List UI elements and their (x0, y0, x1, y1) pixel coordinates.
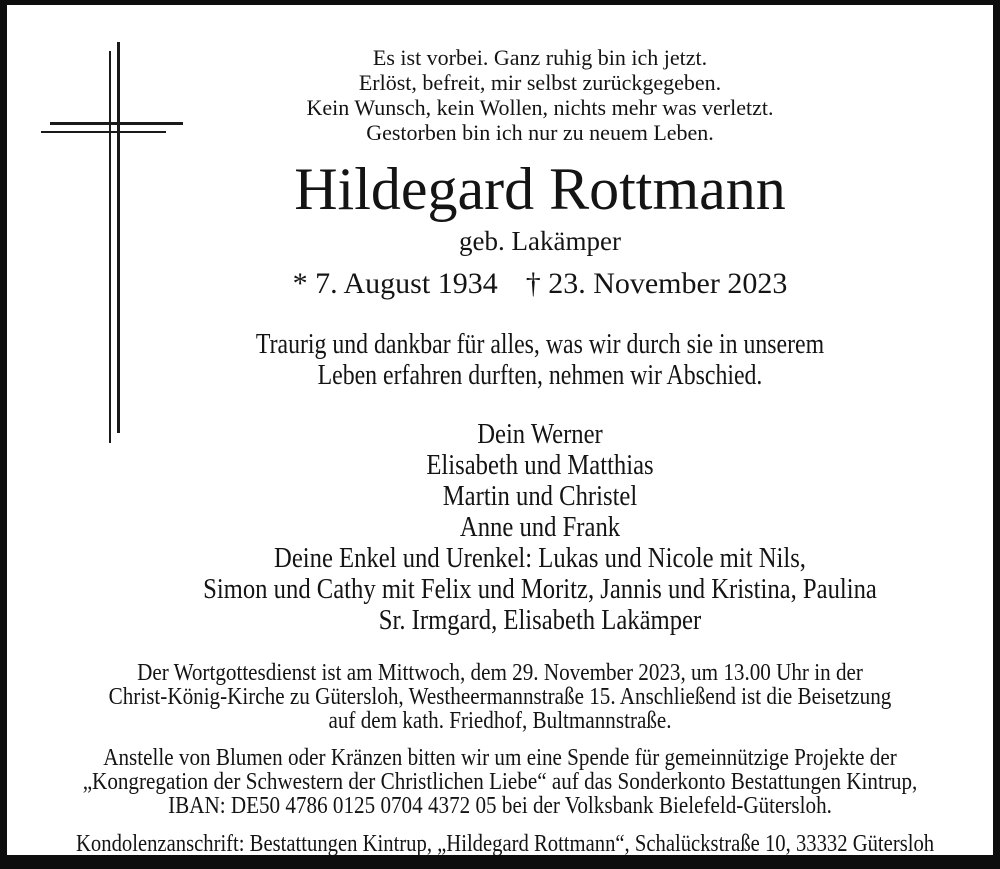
donation-line: Anstelle von Blumen oder Kränzen bitten wir um eine Spende für gemeinnützige Projekte der (103, 745, 897, 771)
farewell-line: Leben erfahren durften, nehmen wir Abschied. (317, 360, 763, 391)
epitaph-poem (87, 45, 993, 145)
service-line: auf dem kath. Friedhof, Bultmannstraße. (328, 708, 672, 734)
poem-line: Erlöst, befreit, mir selbst zurückgegeben. (358, 70, 722, 95)
mourner-line: Martin und Christel (442, 480, 638, 512)
condolence-address: Kondolenzanschrift: Bestattungen Kintrup, „Hildegard Rottmann“, Schalückstraße 10, 33332 Gütersloh (76, 831, 935, 857)
mourners-list (155, 419, 925, 636)
poem-line: Kein Wunsch, kein Wollen, nichts mehr was verletzt. (306, 95, 774, 120)
death-date: † 23. November 2023 (525, 267, 788, 300)
poem-line: Es ist vorbei. Ganz ruhig bin ich jetzt. (372, 45, 708, 70)
mourner-line: Anne und Frank (459, 511, 621, 543)
mourner-line: Elisabeth und Matthias (426, 449, 654, 481)
life-dates (87, 267, 993, 301)
service-info (66, 661, 934, 733)
birth-date: * 7. August 1934 (292, 267, 498, 300)
service-line: Der Wortgottesdienst ist am Mittwoch, dem 29. November 2023, um 13.00 Uhr in der (137, 660, 863, 686)
maiden-name: geb. Lakämper (459, 226, 621, 256)
service-line: Christ-König-Kirche zu Gütersloh, Westheermannstraße 15. Anschließend ist die Beisetzung (108, 684, 892, 710)
mourner-line: Deine Enkel und Urenkel: Lukas und Nicole mit Nils, (274, 542, 806, 574)
farewell-line: Traurig und dankbar für alles, was wir durch sie in unserem (255, 329, 825, 360)
poem-line: Gestorben bin ich nur zu neuem Leben. (366, 120, 714, 145)
donation-line: „Kongregation der Schwestern der Christlichen Liebe“ auf das Sonderkonto Bestattungen Kintrup, (82, 769, 918, 795)
farewell-text (155, 329, 925, 391)
donation-info (66, 746, 934, 818)
mourner-line: Sr. Irmgard, Elisabeth Lakämper (378, 604, 702, 636)
donation-line: IBAN: DE50 4786 0125 0704 4372 05 bei der Volksbank Bielefeld-Gütersloh. (168, 793, 832, 819)
mourner-line: Simon und Cathy mit Felix und Moritz, Jannis und Kristina, Paulina (203, 573, 877, 605)
mourner-line: Dein Werner (477, 418, 603, 450)
deceased-name: Hildegard Rottmann (294, 156, 786, 222)
